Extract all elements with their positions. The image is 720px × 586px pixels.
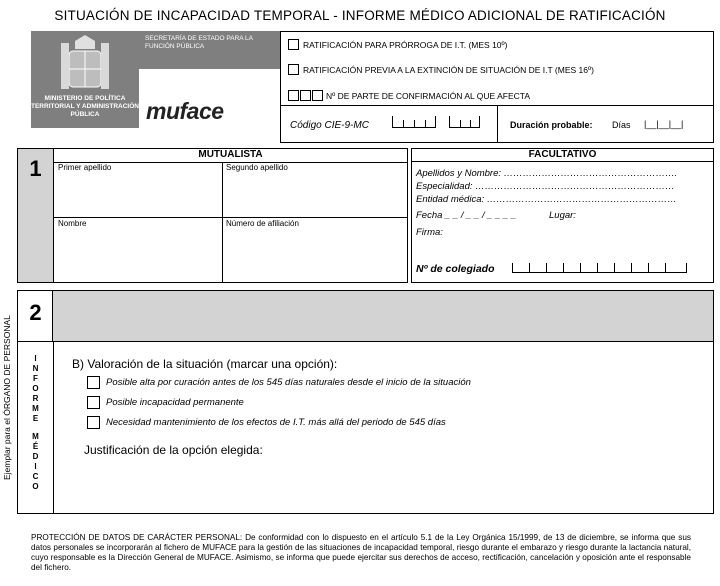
parte-digit-1[interactable]: [288, 90, 299, 101]
colegiado-label: Nº de colegiado: [416, 263, 495, 275]
extincion-label: RATIFICACIÓN PREVIA A LA EXTINCIÓN DE SITUACIÓN DE I.T (MES 16º): [303, 65, 594, 75]
primer-apellido-label: Primer apellido: [58, 163, 112, 172]
colegiado-field[interactable]: [512, 263, 687, 273]
opt-incapacidad-checkbox[interactable]: [87, 396, 100, 409]
parte-digit-3[interactable]: [312, 90, 323, 101]
valoracion-heading: B) Valoración de la situación (marcar una opción):: [72, 357, 338, 371]
fecha-field[interactable]: Fecha _ _ / _ _ / _ _ _ _: [416, 210, 517, 221]
duracion-label: Duración probable:: [510, 120, 593, 130]
parte-label: Nº DE PARTE DE CONFIRMACIÓN AL QUE AFECTA: [326, 91, 530, 101]
codigo-label: Código CIE-9-MC: [290, 120, 369, 131]
justificacion-label: Justificación de la opción elegida:: [84, 443, 263, 457]
prorroga-checkbox[interactable]: [288, 39, 299, 50]
firma-field[interactable]: Firma:: [416, 227, 443, 238]
lugar-field[interactable]: Lugar:: [549, 210, 576, 221]
page-title: SITUACIÓN DE INCAPACIDAD TEMPORAL - INFORME MÉDICO ADICIONAL DE RATIFICACIÓN: [54, 8, 666, 23]
numero-afiliacion-label: Número de afiliación: [226, 219, 299, 228]
codigo-field-2[interactable]: [449, 116, 480, 128]
codigo-field-1[interactable]: [392, 116, 436, 128]
justificacion-area[interactable]: [84, 458, 704, 508]
dias-label: Días: [612, 120, 631, 130]
muface-logo: muface: [146, 98, 224, 124]
opt-incapacidad-label: Posible incapacidad permanente: [106, 397, 244, 408]
parte-digit-2[interactable]: [300, 90, 311, 101]
entidad-field[interactable]: Entidad médica: ……………………………………………………: [416, 194, 677, 205]
vertical-label-wrap: [2, 290, 16, 506]
facultativo-header: FACULTATIVO: [411, 148, 714, 162]
opt-alta-checkbox[interactable]: [87, 376, 100, 389]
prorroga-label: RATIFICACIÓN PARA PRÓRROGA DE I.T. (MES 10º): [303, 40, 508, 50]
ministerio-label: MINISTERIO DE POLÍTICA TERRITORIAL Y ADMINISTRACIÓN PÚBLICA: [31, 95, 139, 118]
secretaria-label: SECRETARÍA DE ESTADO PARA LA FUNCIÓN PÚBLICA: [139, 31, 280, 69]
data-protection-notice: PROTECCIÓN DE DATOS DE CARÁCTER PERSONAL: De conformidad con lo dispuesto en el artículo 5.1 de la Ley Orgánica 15/1999, de 13 de diciembre, se informa que sus datos personales se incorporarán al fichero de MUFACE para la gestión de las situaciones de incapacidad temporal, riesgo durante el embarazo y riesgo durante la lactancia natural, cuyo responsable es la Dirección General de MUFACE. Asimismo, se informa que puede ejercitar sus derechos de acceso, rectificación, cancelación y oposición ante el responsable del fichero.: [31, 533, 691, 572]
organo-personal-label: Ejemplar para el ÓRGANO DE PERSONAL: [2, 315, 12, 481]
section2-number: 2: [29, 300, 42, 325]
section1-number: 1: [29, 156, 42, 181]
segundo-apellido-label: Segundo apellido: [226, 163, 288, 172]
opt-alta-label: Posible alta por curación antes de los 545 días naturales desde el inicio de la situación: [106, 377, 471, 388]
nombre-label: Nombre: [58, 219, 87, 228]
dias-field[interactable]: |__|__|__|: [644, 119, 684, 129]
mutualista-header: MUTUALISTA: [54, 148, 407, 163]
opt-mantenimiento-checkbox[interactable]: [87, 416, 100, 429]
extincion-checkbox[interactable]: [288, 64, 299, 75]
opt-mantenimiento-label: Necesidad mantenimiento de los efectos de I.T. más allá del periodo de 545 días: [106, 417, 446, 428]
informe-medico-vertical: I N F O R M E M É D I C O: [32, 354, 39, 491]
especialidad-field[interactable]: Especialidad: ………………………………………………………: [416, 181, 675, 192]
apellidos-nombre-field[interactable]: Apellidos y Nombre: ……………………………………………….: [416, 168, 678, 179]
section2-header: [18, 291, 713, 342]
